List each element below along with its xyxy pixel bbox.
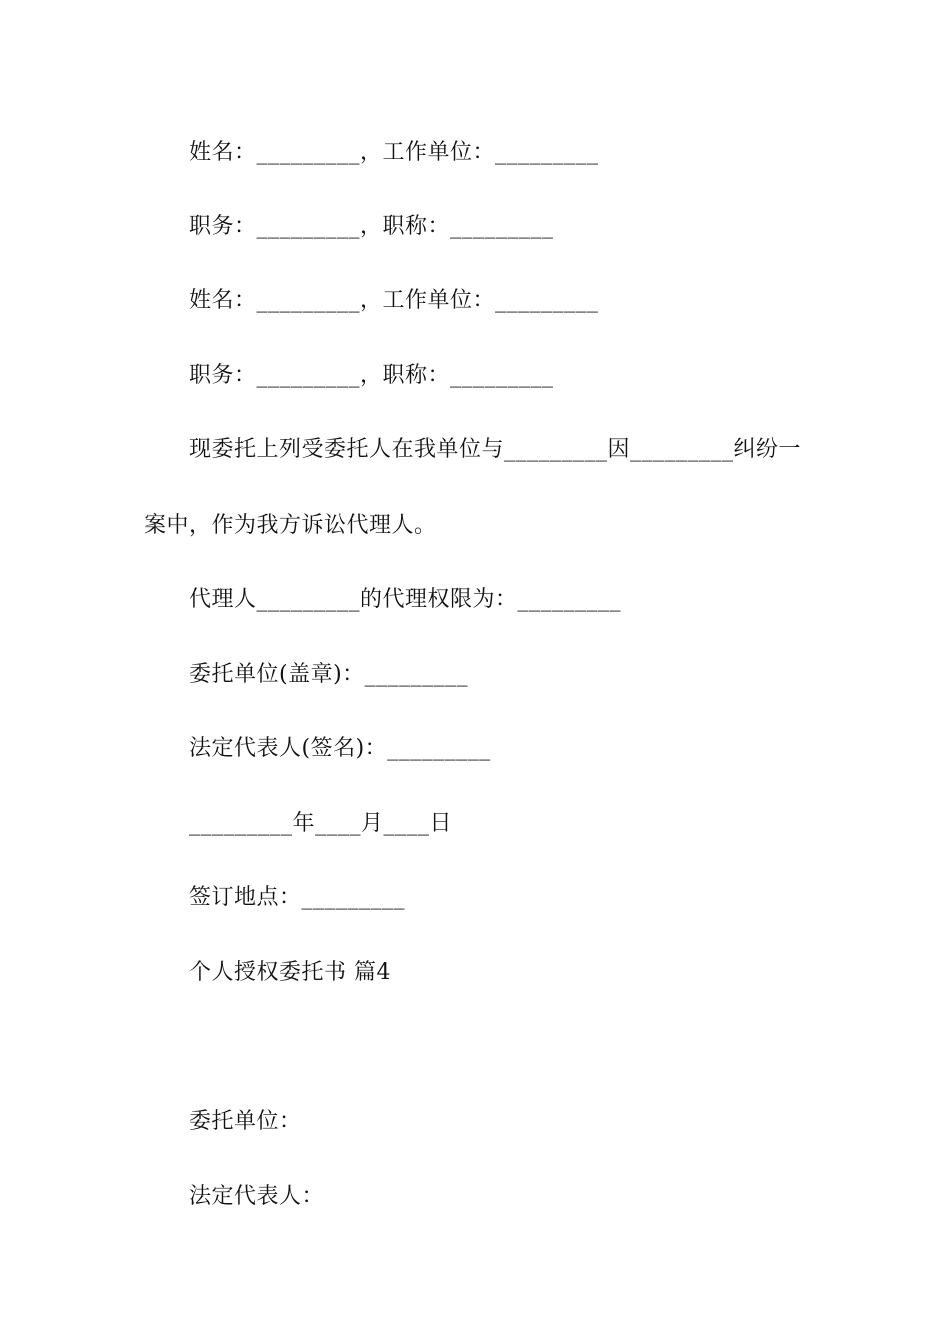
legal-representative-line: 法定代表人：	[189, 1184, 325, 1209]
signing-place-line: 签订地点：_________	[189, 885, 406, 910]
trustee-name-unit-line-2: 姓名：_________，工作单位：_________	[189, 288, 599, 313]
delegation-statement-line-1: 现委托上列受委托人在我单位与_________因_________纠纷一	[189, 437, 802, 462]
section-heading: 个人授权委托书 篇4	[189, 960, 391, 985]
trustee-position-title-line-1: 职务：_________，职称：_________	[189, 214, 554, 239]
agent-authority-line: 代理人_________的代理权限为：_________	[189, 587, 622, 612]
trustee-name-unit-line-1: 姓名：_________，工作单位：_________	[189, 140, 599, 165]
entrusting-unit-line: 委托单位：	[189, 1109, 302, 1134]
entrusting-unit-seal-line: 委托单位(盖章)：_________	[189, 662, 469, 687]
trustee-position-title-line-2: 职务：_________，职称：_________	[189, 363, 554, 388]
legal-representative-signature-line: 法定代表人(签名)：_________	[189, 736, 491, 761]
delegation-statement-line-2: 案中，作为我方诉讼代理人。	[144, 513, 437, 538]
date-line: _________年____月____日	[189, 811, 453, 836]
